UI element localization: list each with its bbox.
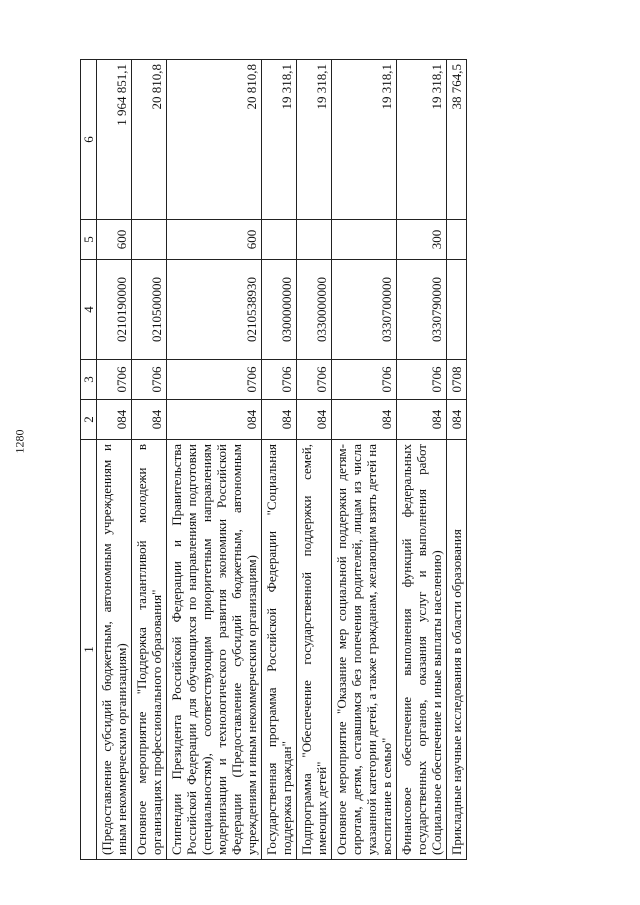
- row-grbs: 084: [97, 400, 132, 440]
- row-name: (Предоставление субсидий бюджетным, автономным учреждениям и иным некоммерческим организациям): [97, 440, 132, 860]
- row-grbs: 084: [332, 400, 397, 440]
- row-vr: [132, 220, 167, 260]
- row-name: Финансовое обеспечение выполнения функций федеральных государственных органов, оказания услуг и выполнения работ (Социальное обеспечение и иные выплаты населению): [397, 440, 447, 860]
- row-target: 0330000000: [297, 260, 332, 360]
- row-sum: 20 810,8: [167, 60, 262, 220]
- row-vr: 300: [397, 220, 447, 260]
- row-target: 0210190000: [97, 260, 132, 360]
- row-grbs: 084: [132, 400, 167, 440]
- table-row: [262, 60, 297, 860]
- row-vr: [262, 220, 297, 260]
- row-name: Государственная программа Российской Федерации "Социальная поддержка граждан": [262, 440, 297, 860]
- row-grbs: 084: [167, 400, 262, 440]
- row-section: 0708: [447, 360, 467, 400]
- row-section: 0706: [97, 360, 132, 400]
- header-col-1: 1: [81, 440, 97, 860]
- row-section: 0706: [397, 360, 447, 400]
- row-target: [447, 260, 467, 360]
- row-name: Основное мероприятие "Оказание мер социальной поддержки детям-сиротам, детям, оставшимся без попечения родителей, лицам из числа указанной категории детей, а также гражданам, желающим взять детей на воспитание в семью": [332, 440, 397, 860]
- row-section: 0706: [132, 360, 167, 400]
- row-vr: 600: [167, 220, 262, 260]
- table-row: [397, 60, 447, 860]
- row-grbs: 084: [447, 400, 467, 440]
- row-grbs: 084: [397, 400, 447, 440]
- table-row: [97, 60, 132, 860]
- table-row: [332, 60, 397, 860]
- row-sum: 19 318,1: [397, 60, 447, 220]
- rotated-table-container: [80, 60, 540, 860]
- header-col-6: 6: [81, 60, 97, 220]
- row-target: 0330790000: [397, 260, 447, 360]
- row-target: 0210538930: [167, 260, 262, 360]
- header-row: [81, 60, 97, 860]
- header-col-5: 5: [81, 220, 97, 260]
- table-row: [132, 60, 167, 860]
- row-sum: 19 318,1: [332, 60, 397, 220]
- row-name: Прикладные научные исследования в области образования: [447, 440, 467, 860]
- row-target: 0300000000: [262, 260, 297, 360]
- row-section: 0706: [332, 360, 397, 400]
- header-col-2: 2: [81, 400, 97, 440]
- row-grbs: 084: [297, 400, 332, 440]
- row-name: Основное мероприятие "Поддержка талантливой молодежи в организациях профессионального образования": [132, 440, 167, 860]
- row-section: 0706: [297, 360, 332, 400]
- row-sum: 19 318,1: [297, 60, 332, 220]
- row-section: 0706: [262, 360, 297, 400]
- row-vr: [332, 220, 397, 260]
- row-name: Стипендии Президента Российской Федерации и Правительства Российской Федерации для обучающихся по направлениям подготовки (специальностям), соответствующим приоритетным направлениям модернизации и технологического развития экономики Российской Федерации (Предоставление субсидий бюджетным, автономным учреждениям и иным некоммерческим организациям): [167, 440, 262, 860]
- header-col-3: 3: [81, 360, 97, 400]
- header-col-4: 4: [81, 260, 97, 360]
- row-target: 0330700000: [332, 260, 397, 360]
- page-number: 1280: [12, 429, 27, 454]
- row-vr: 600: [97, 220, 132, 260]
- table-row: [447, 60, 467, 860]
- row-sum: 38 764,5: [447, 60, 467, 220]
- table-row: [167, 60, 262, 860]
- row-vr: [447, 220, 467, 260]
- row-grbs: 084: [262, 400, 297, 440]
- row-sum: 19 318,1: [262, 60, 297, 220]
- row-sum: 1 964 851,1: [97, 60, 132, 220]
- row-vr: [297, 220, 332, 260]
- row-target: 0210500000: [132, 260, 167, 360]
- row-sum: 20 810,8: [132, 60, 167, 220]
- row-name: Подпрограмма "Обеспечение государственной поддержки семей, имеющих детей": [297, 440, 332, 860]
- row-section: 0706: [167, 360, 262, 400]
- budget-table: [80, 59, 467, 860]
- table-row: [297, 60, 332, 860]
